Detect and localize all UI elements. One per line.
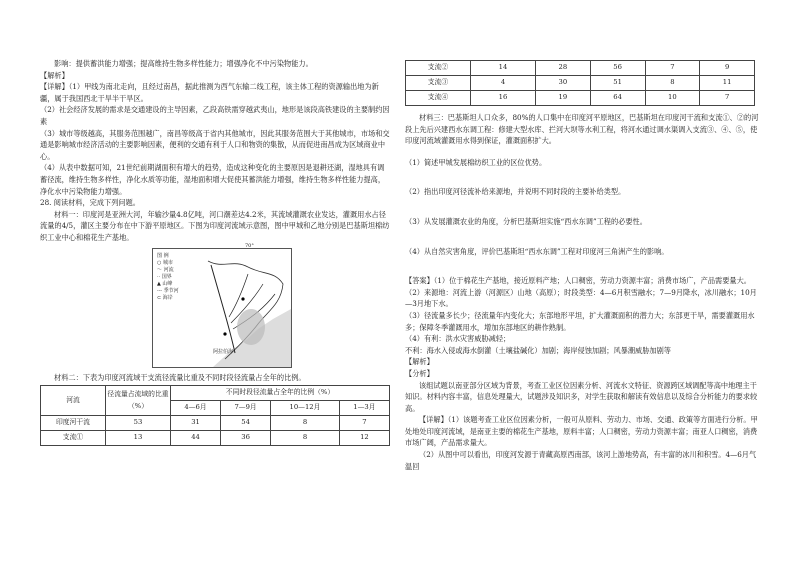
answer-4b: 不利：海水入侵或海水倒灌（土壤盐碱化）加剧；海岸侵蚀加剧；风暴潮威胁加剧等 <box>405 345 671 355</box>
paragraph: 影响：提供蓄洪能力增强；提高维持生物多样性能力；增强净化不中污染物能力。 <box>54 59 313 68</box>
map-legend <box>157 253 179 302</box>
table-row: 支流③ 4 30 51 8 11 <box>406 76 755 91</box>
table-row: 支流④ 16 19 64 10 7 <box>406 91 755 106</box>
material-1: 材料一：印度河是亚洲大河，年输沙量4.8亿吨，河口潮差达4.2米，其流域灌溉农业发达，灌溉用水占径流量的4/5，灌区主要分布在中下游平原地区。下图为印度河流域示意图，图中甲城和乙地分别是巴基斯坦棉纺织工业中心和棉花生产基地。 <box>40 209 390 242</box>
paragraph: 【详解】（1）甲线为南北走向，且经过南昌，据此推测为西气东输二线工程，该主体工程的资源输出地为新疆，属于我国西北干旱半干旱区。 <box>40 82 379 103</box>
analysis: 该组试题以南亚部分区域为背景，考查工业区位因素分析、河流水文特征、资源跨区域调配等高中地理主干知识。材料内容丰富，信息处理量大，试题涉及知识多，对学生获取和解读有效信息以及综合分析能力的要求较高。 <box>405 380 758 413</box>
degree-label: 70° <box>245 242 254 249</box>
legend-item: ～ 河流 <box>157 266 174 273</box>
question-3: （3）从发展灌溉农业的角度，分析巴基斯坦实施“西水东调”工程的必要性。 <box>405 216 647 226</box>
period-header: 10—12月 <box>271 401 340 416</box>
legend-item: ○ 城市 <box>157 259 173 266</box>
legend-item: ·· 国界 <box>157 273 172 280</box>
section-label: 【解析】 <box>405 357 434 367</box>
legend-title: 图 例 <box>157 252 169 259</box>
question-1: （1）简述甲城发展棉纺织工业的区位优势。 <box>405 157 547 167</box>
table-row: 支流② 14 28 56 7 9 <box>406 61 755 76</box>
material-2: 材料二：下表为印度河流域干支流径流量比重及不同时段径流量占全年的比例。 <box>54 372 306 382</box>
left-column <box>40 0 390 446</box>
legend-item: --- 季节河 <box>157 287 179 294</box>
table-row: 印度河干流 53 31 54 8 7 <box>41 416 390 431</box>
question-4: （4）从自然灾害角度，评价巴基斯坦“西水东调”工程对印度河三角洲产生的影响。 <box>405 246 669 256</box>
city-marker <box>241 297 244 300</box>
answer-3: （3）径流量多长少；径流量年内变化大；东部地形平坦，扩大灌溉面积的潜力大；东部更干旱，需要灌溉用水多；保障冬季灌溉用水，增加东部地区的耕作熟制。 <box>405 310 755 332</box>
period-header: 7—9月 <box>221 401 271 416</box>
section-label: 【解析】 <box>40 70 69 80</box>
section-label: 【分析】 <box>405 368 434 378</box>
paragraph: （4）从表中数据可知，21世纪前期湖面积有增大的趋势，造成这种变化的主要原因是退耕还湖，湿地具有调蓄径流，维持生物多样性，净化水质等功能，湿地面积增大促使其蓄洪能力增强，维持生物多样性能力提高，净化水中污染物能力增强。 <box>40 163 386 196</box>
legend-item: ▲ 山峰 <box>157 280 173 287</box>
table-row: 支流① 13 44 36 8 12 <box>41 431 390 446</box>
city-marker <box>223 332 226 335</box>
answer-2: （2）来源地：河流上游（河源区）山地（高原）；时段类型：4—6月积雪融水；7—9月降水，冰川融水；10月—3月地下水。 <box>405 287 757 309</box>
header-period: 不同时段径流量占全年的比例（%） <box>171 386 390 401</box>
sea-label: 阿拉伯海 <box>213 348 234 355</box>
material-3: 材料三：巴基斯坦人口众多，80%的人口集中在印度河平原地区，巴基斯坦在印度河干流和支流①、②的河段上先后兴建西水东调工程：修建大型水库、拦河大坝等水利工程，将河水通过调水渠调入支流③、④、⑤，使印度河流域灌溉用水得到保证，灌溉面积扩大。 <box>405 113 759 146</box>
runoff-table <box>40 385 390 446</box>
period-header: 1—3月 <box>339 401 389 416</box>
detail-2: （2）从图中可以看出，印度河发源于青藏高原西南部，该河上游地势高，有丰富的冰川和积雪。4—6月气温回 <box>405 450 757 471</box>
period-header: 4—6月 <box>171 401 221 416</box>
paragraph: （2）社会经济发展的需求是交通建设的主导因素，乙段高铁需穿越武夷山，地形是该段高铁建设的主要制约因素 <box>40 105 390 126</box>
header-share: 径流量占流域的比重（%） <box>106 386 171 416</box>
answer-4: （4）有利：洪水灾害威胁减轻； <box>405 334 511 344</box>
header-river: 河流 <box>41 386 106 416</box>
right-column <box>405 0 763 472</box>
detail-1: 【详解】（1）该题考查工业区位因素分析，一般可从原料、劳动力、市场、交通、政策等方面进行分析。甲处地处印度河流域，是南亚主要的棉花生产基地，原料丰富；人口稠密，劳动力资源丰富；南亚人口稠密，消费市场广阔，产品需求量大。 <box>405 415 758 448</box>
question-title: 28. 阅读材料，完成下列问题。 <box>40 198 140 208</box>
paragraph: （3）城市等级越高，其服务范围越广，南昌等级高于省内其他城市，因此其服务范围大于其他城市，市场和交通是影响城市经济活动的主要影响因素，便利的交通有利于人口和物资的集散，从而促进南昌成为区域商业中心。 <box>40 128 390 161</box>
answer-1: 【答案】（1）位于棉花生产基地，接近原料产地；人口稠密，劳动力资源丰富；消费市场广，产品需要量大。 <box>405 276 751 286</box>
question-2: （2）指出印度河径流补给来源地，并说明不同时段的主要补给类型。 <box>405 187 626 197</box>
runoff-table-continued <box>405 60 755 106</box>
indus-basin-map <box>152 242 292 368</box>
desert-area <box>237 309 265 345</box>
legend-item: ⊂ 海岸 <box>157 294 173 301</box>
